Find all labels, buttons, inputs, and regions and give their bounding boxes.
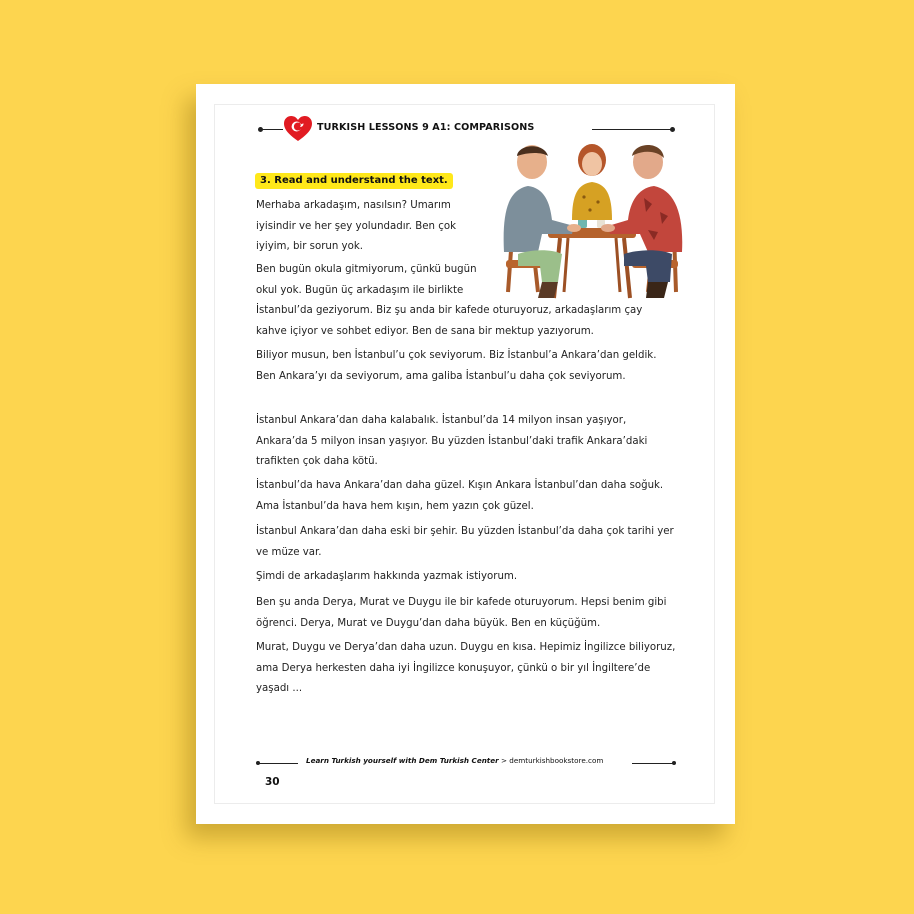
footer-tagline: Learn Turkish yourself with Dem Turkish Center <box>306 756 499 765</box>
header-right-rule <box>592 129 672 130</box>
footer-text <box>306 756 603 765</box>
page-title: TURKISH LESSONS 9 A1: COMPARISONS <box>317 122 535 133</box>
paragraph-5: İstanbul’da hava Ankara’dan daha güzel. Kışın Ankara İstanbul’dan daha soğuk. Ama İstanbul’da hava hem kışın, hem yazın çok güzel. <box>256 480 664 512</box>
paragraph-7: Şimdi de arkadaşlarım hakkında yazmak istiyorum. <box>256 571 518 582</box>
footer-website-link[interactable]: > demturkishbookstore.com <box>498 756 604 765</box>
paragraph-9: Murat, Duygu ve Derya’dan daha uzun. Duygu en kısa. Hepimiz İngilizce biliyoruz, ama Derya herkesten daha iyi İngilizce konuşuyor, çünkü o bir yıl İngiltere’de yaşadı ... <box>256 642 676 694</box>
page-footer <box>256 750 676 770</box>
section-heading: 3. Read and understand the text. <box>255 173 453 189</box>
paragraph-3: Biliyor musun, ben İstanbul’u çok seviyorum. Biz İstanbul’a Ankara’dan geldik. Ben Ankara’yı da seviyorum, ama galiba İstanbul’u daha çok seviyorum. <box>256 350 657 382</box>
paragraph-2 <box>256 260 676 342</box>
header-right-dot <box>670 127 675 132</box>
header-left-rule <box>261 129 283 130</box>
paragraph-2-line-1: Ben bugün okula gitmiyorum, çünkü bugün <box>256 264 477 275</box>
page-number: 30 <box>265 776 280 788</box>
paragraph-2-line-2: okul yok. Bugün üç arkadaşım ile birlikte <box>256 284 464 296</box>
footer-right-rule <box>632 763 674 764</box>
paragraph-8: Ben şu anda Derya, Murat ve Duygu ile bir kafede oturuyorum. Hepsi benim gibi öğrenci. Derya, Murat ve Duygu’dan daha büyük. Ben en küçüğüm. <box>256 597 667 629</box>
paragraph-1: Merhaba arkadaşım, nasılsın? Umarım iyisindir ve her şey yolundadır. Ben çok iyiyim, bir sorun yok. <box>256 200 456 252</box>
turkish-flag-heart-icon <box>284 116 312 142</box>
footer-left-rule <box>258 763 298 764</box>
paragraph-6: İstanbul Ankara’dan daha eski bir şehir. Bu yüzden İstanbul’da daha çok tarihi yer ve müze var. <box>256 526 674 558</box>
workbook-page <box>196 84 735 824</box>
paragraph-2-rest: İstanbul’da geziyorum. Biz şu anda bir kafede oturuyoruz, arkadaşlarım çay kahve içiyor ve sohbet ediyor. Ben de sana bir mektup yazıyorum. <box>256 305 643 337</box>
paragraph-4: İstanbul Ankara’dan daha kalabalık. İstanbul’da 14 milyon insan yaşıyor, Ankara’da 5 milyon insan yaşıyor. Bu yüzden İstanbul’daki trafik Ankara’daki trafikten çok daha kötü. <box>256 415 648 467</box>
page-header <box>258 116 674 142</box>
footer-right-dot <box>672 761 676 765</box>
